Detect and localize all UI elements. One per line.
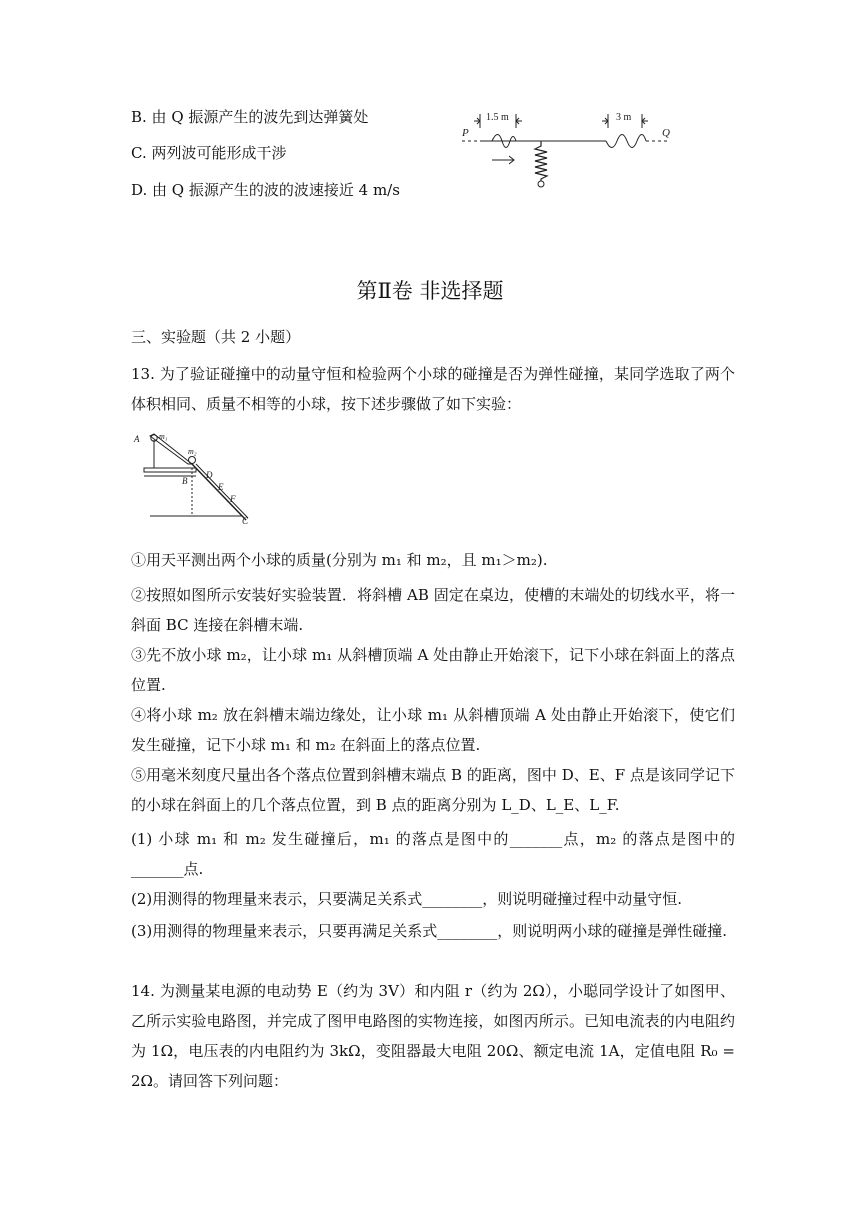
q13-step-2: ②按照如图所示安装好实验装置．将斜槽 AB 固定在桌边，使槽的末端处的切线水平，将一斜面 BC 连接在斜槽末端. <box>131 586 735 634</box>
label-d: D <box>206 470 213 480</box>
incline-bc <box>192 464 246 520</box>
label-q: Q <box>662 127 670 139</box>
q13-step-4: ④将小球 m₂ 放在斜槽末端边缘处，让小球 m₁ 从斜槽顶端 A 处由静止开始滚下，使它们发生碰撞，记下小球 m₁ 和 m₂ 在斜面上的落点位置. <box>131 706 735 754</box>
ball-m2 <box>189 457 196 464</box>
q13-step-3: ③先不放小球 m₂，让小球 m₁ 从斜槽顶端 A 处由静止开始滚下，记下小球在斜面上的落点位置. <box>131 646 735 694</box>
q13-step-1: ①用天平测出两个小球的质量(分别为 m₁ 和 m₂，且 m₁＞m₂). <box>131 551 548 569</box>
q13-question-1: (1) 小球 m₁ 和 m₂ 发生碰撞后，m₁ 的落点是图中的_______点，m₂ 的落点是图中的_______点. <box>131 830 735 878</box>
direction-arrow <box>492 156 514 164</box>
option-c: C. 两列波可能形成干涉 <box>131 144 287 162</box>
left-length-label: 1.5 m <box>486 112 509 123</box>
label-c: C <box>242 516 249 526</box>
label-m2: m₂ <box>188 447 197 456</box>
wave-spring-figure <box>456 106 680 194</box>
q13-step-5: ⑤用毫米刻度尺量出各个落点位置到斜槽末端点 B 的距离，图中 D、E、F 点是该同学记下的小球在斜面上的几个落点位置，到 B 点的距离分别为 L_D、L_E、L_F. <box>131 766 735 814</box>
q14-text: 14. 为测量某电源的电动势 E（约为 3V）和内阻 r（约为 2Ω），小聪同学设计了如图甲、乙所示实验电路图，并完成了图甲电路图的实物连接，如图丙所示。已知电流表的内电阻约为 1Ω，电压表的内电阻约为 3kΩ，变阻器最大电阻 20Ω、额定电流 1A，定值电阻 R₀ = 2Ω。请回答下列问题： <box>131 982 735 1090</box>
spring <box>535 141 547 181</box>
option-d: D. 由 Q 振源产生的波的波速接近 4 m/s <box>131 181 400 199</box>
right-length-label: 3 m <box>616 112 632 123</box>
spring-weight <box>538 181 544 187</box>
section-heading: 三、实验题（共 2 小题） <box>131 328 301 346</box>
ramp-ab <box>150 434 192 464</box>
label-f: F <box>230 494 236 504</box>
label-e: E <box>218 482 224 492</box>
section-title: 第Ⅱ卷 非选择题 <box>356 279 504 303</box>
label-a: A <box>134 434 140 444</box>
q13-intro: 13. 为了验证碰撞中的动量守恒和检验两个小球的碰撞是否为弹性碰撞，某同学选取了两个体积相同、质量不相等的小球，按下述步骤做了如下实验： <box>131 365 735 413</box>
collision-apparatus-figure <box>130 428 254 526</box>
q13-question-3: (3)用测得的物理量来表示，只要再满足关系式________，则说明两小球的碰撞是弹性碰撞. <box>131 922 728 940</box>
label-m1: m₁ <box>159 432 168 441</box>
label-p: P <box>462 127 469 139</box>
option-b: B. 由 Q 振源产生的波先到达弹簧处 <box>131 108 369 126</box>
right-wave-pulse <box>606 135 646 148</box>
label-b: B <box>182 476 188 486</box>
q13-question-2: (2)用测得的物理量来表示，只要满足关系式________，则说明碰撞过程中动量守恒. <box>131 890 683 908</box>
